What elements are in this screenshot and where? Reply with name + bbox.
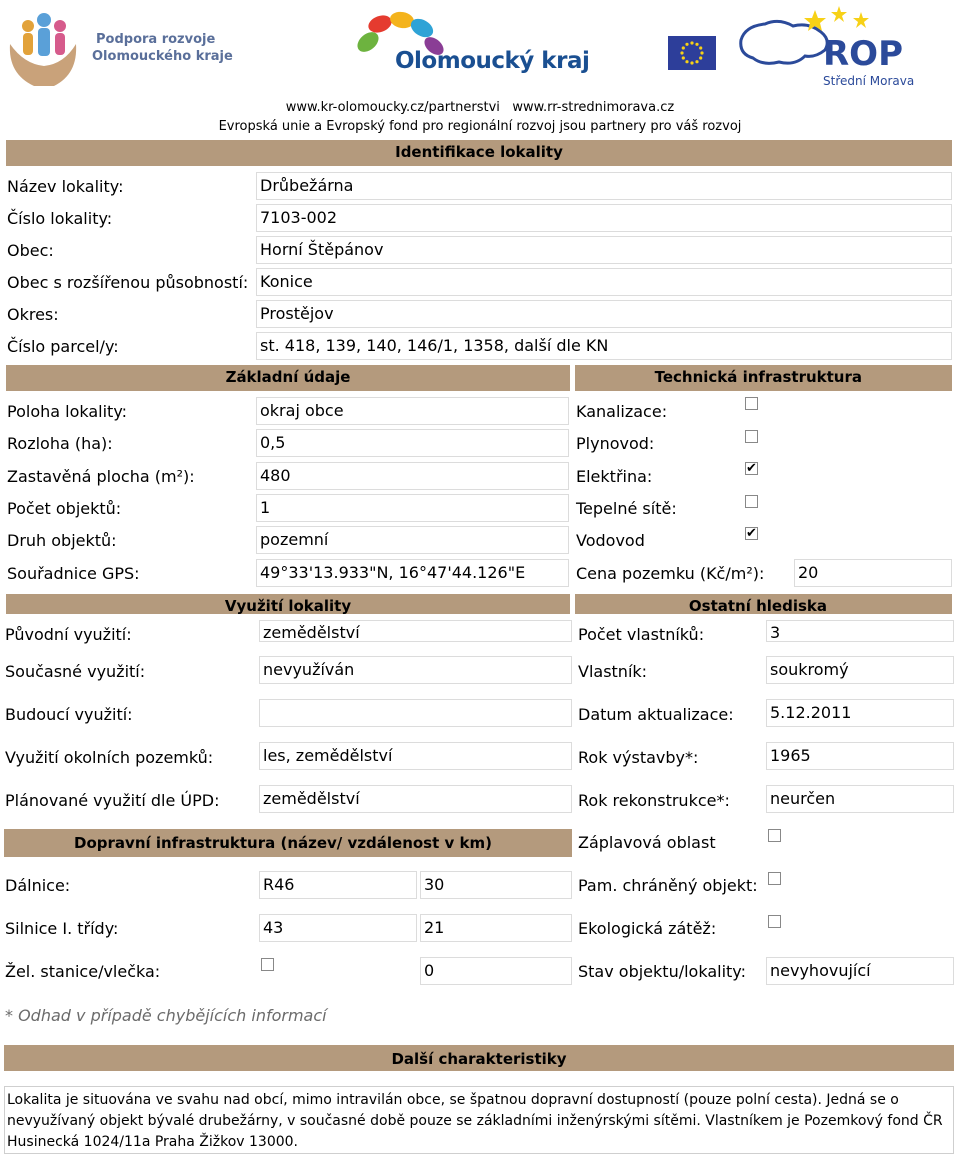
other-header: Ostatní hlediska <box>575 594 952 614</box>
tech-checkbox-electricity[interactable] <box>745 462 758 475</box>
id-label-municipality: Obec: <box>7 241 54 260</box>
usage-value-original: zemědělství <box>259 620 572 642</box>
tech-checkbox-heating[interactable] <box>745 495 758 508</box>
transport-checkbox-railway[interactable] <box>261 958 274 971</box>
basic-value-area: 0,5 <box>256 429 569 457</box>
usage-value-current: nevyužíván <box>259 656 572 684</box>
other-value-state: nevyhovující <box>766 957 954 985</box>
tech-checkbox-sewerage[interactable] <box>745 397 758 410</box>
usage-label-current: Současné využití: <box>5 662 146 681</box>
tech-label-water: Vodovod <box>576 531 645 550</box>
other-value-owner-count: 3 <box>766 620 954 642</box>
logo-olomoucky-text: Olomoucký kraj <box>395 48 590 74</box>
transport-header: Dopravní infrastruktura (název/ vzdálenost v km) <box>4 829 572 857</box>
other-checkbox-flood-zone[interactable] <box>768 829 781 842</box>
basic-label-gps: Souřadnice GPS: <box>7 564 140 583</box>
tech-label-price: Cena pozemku (Kč/m²): <box>576 564 765 583</box>
tech-label-gas: Plynovod: <box>576 434 655 453</box>
transport-value-highway-distance: 30 <box>420 871 572 899</box>
id-value-extended-municipality: Konice <box>256 268 952 296</box>
id-value-municipality: Horní Štěpánov <box>256 236 952 264</box>
basic-label-object-type: Druh objektů: <box>7 531 117 550</box>
other-value-build-year: 1965 <box>766 742 954 770</box>
other-checkbox-ecological-burden[interactable] <box>768 915 781 928</box>
id-label-name: Název lokality: <box>7 177 124 196</box>
basic-value-gps: 49°33'13.933"N, 16°47'44.126"E <box>256 559 569 587</box>
estimate-note: * Odhad v případě chybějících informací <box>5 1006 327 1025</box>
other-value-owner: soukromý <box>766 656 954 684</box>
hands-logo-icon <box>4 4 84 88</box>
other-label-owner-count: Počet vlastníků: <box>578 625 705 644</box>
identification-header: Identifikace lokality <box>6 140 952 166</box>
usage-label-surrounding: Využití okolních pozemků: <box>5 748 214 767</box>
other-label-update-date: Datum aktualizace: <box>578 705 734 724</box>
more-header: Další charakteristiky <box>4 1045 954 1071</box>
basic-label-position: Poloha lokality: <box>7 402 128 421</box>
id-label-number: Číslo lokality: <box>7 209 113 228</box>
tech-checkbox-gas[interactable] <box>745 430 758 443</box>
tech-checkbox-water[interactable] <box>745 527 758 540</box>
usage-value-future <box>259 699 572 727</box>
other-label-reconstruction-year: Rok rekonstrukce*: <box>578 791 730 810</box>
basic-value-object-count: 1 <box>256 494 569 522</box>
tech-label-heating: Tepelné sítě: <box>576 499 677 518</box>
other-label-ecological-burden: Ekologická zátěž: <box>578 919 717 938</box>
logo-rop-sub: Střední Morava <box>823 74 915 88</box>
usage-label-planned: Plánované využití dle ÚPD: <box>5 791 220 810</box>
other-label-flood-zone: Záplavová oblast <box>578 833 716 852</box>
id-value-number: 7103-002 <box>256 204 952 232</box>
logo-podpora-line2: Olomouckého kraje <box>92 49 233 64</box>
other-label-state: Stav objektu/lokality: <box>578 962 746 981</box>
other-checkbox-heritage[interactable] <box>768 872 781 885</box>
other-label-owner: Vlastník: <box>578 662 648 681</box>
basic-label-object-count: Počet objektů: <box>7 499 122 518</box>
transport-label-highway: Dálnice: <box>5 876 71 895</box>
usage-label-future: Budoucí využití: <box>5 705 133 724</box>
transport-value-road-distance: 21 <box>420 914 572 942</box>
basic-value-position: okraj obce <box>256 397 569 425</box>
other-label-heritage: Pam. chráněný objekt: <box>578 876 758 895</box>
basic-label-built-area: Zastavěná plocha (m²): <box>7 467 195 486</box>
basic-label-area: Rozloha (ha): <box>7 434 113 453</box>
other-value-update-date: 5.12.2011 <box>766 699 954 727</box>
id-value-district: Prostějov <box>256 300 952 328</box>
eu-flag <box>668 36 716 70</box>
basic-header: Základní údaje <box>6 365 570 391</box>
id-label-parcels: Číslo parcel/y: <box>7 337 119 356</box>
tech-label-sewerage: Kanalizace: <box>576 402 668 421</box>
usage-value-planned: zemědělství <box>259 785 572 813</box>
technical-header: Technická infrastruktura <box>575 365 952 391</box>
more-text: Lokalita je situována ve svahu nad obcí, mimo intravilán obce, se špatnou dopravní dostupností (pouze polní cesta). Jedná se o nevyužívaný objekt bývalé drubežárny, v současné době pouze se základními inženýrskými sítěmi. Vlastníkem je Pozemkový fond ČR Husinecká 1024/11a Praha Žižkov 13000. <box>4 1086 954 1154</box>
checkmark-icon: ✔ <box>746 526 757 541</box>
id-label-extended-municipality: Obec s rozšířenou působností: <box>7 273 249 292</box>
partner-tagline: Evropská unie a Evropský fond pro regionální rozvoj jsou partnery pro váš rozvoj <box>218 119 742 134</box>
transport-value-highway-name: R46 <box>259 871 417 899</box>
logo-podpora-line1: Podpora rozvoje <box>96 32 216 47</box>
other-label-build-year: Rok výstavby*: <box>578 748 699 767</box>
usage-label-original: Původní využití: <box>5 625 132 644</box>
basic-value-built-area: 480 <box>256 462 569 490</box>
transport-label-railway: Žel. stanice/vlečka: <box>5 962 161 981</box>
logo-rop <box>735 4 925 90</box>
id-label-district: Okres: <box>7 305 59 324</box>
other-value-reconstruction-year: neurčen <box>766 785 954 813</box>
partner-links: www.kr-olomoucky.cz/partnerstvi www.rr-strednimorava.cz <box>285 100 675 115</box>
tech-label-electricity: Elektřina: <box>576 467 653 486</box>
logo-rop-text: ROP <box>823 34 904 74</box>
id-value-parcels: st. 418, 139, 140, 146/1, 1358, další dle KN <box>256 332 952 360</box>
basic-value-object-type: pozemní <box>256 526 569 554</box>
tech-value-price: 20 <box>794 559 952 587</box>
checkmark-icon: ✔ <box>746 461 757 476</box>
transport-value-railway-distance: 0 <box>420 957 572 985</box>
transport-value-road-name: 43 <box>259 914 417 942</box>
usage-value-surrounding: les, zemědělství <box>259 742 572 770</box>
logo-podpora <box>4 4 234 88</box>
transport-label-road: Silnice I. třídy: <box>5 919 119 938</box>
eu-stars-icon <box>668 36 716 70</box>
logo-olomoucky-kraj <box>350 10 590 80</box>
usage-header: Využití lokality <box>6 594 570 614</box>
id-value-name: Drůbežárna <box>256 172 952 200</box>
